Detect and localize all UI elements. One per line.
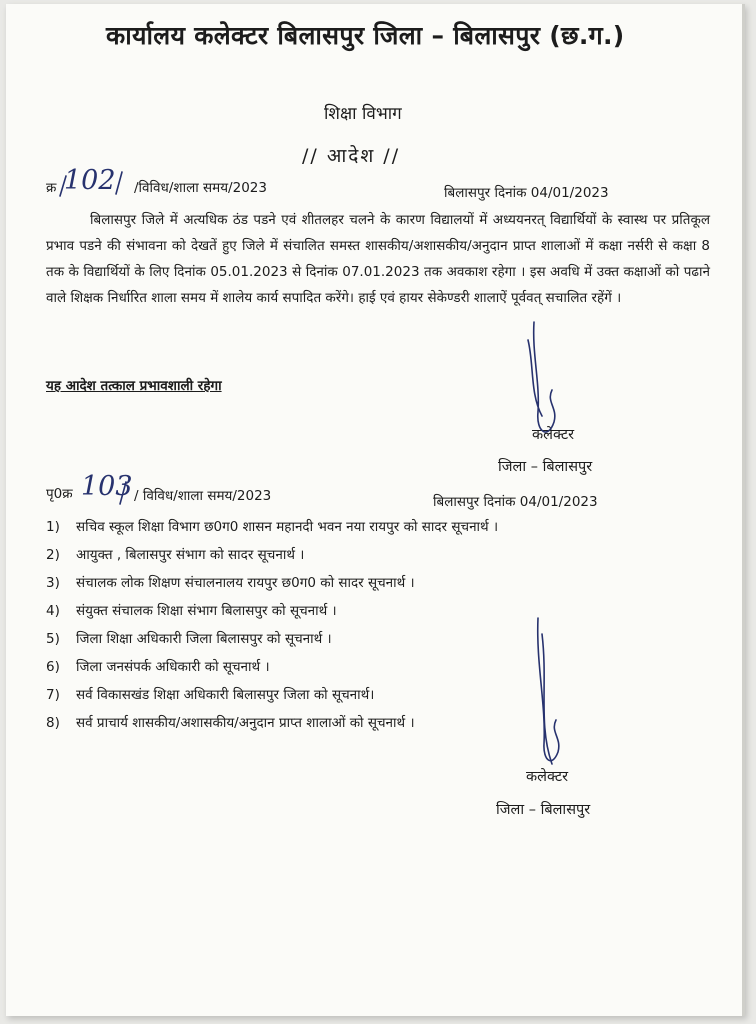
endorsement-number-handwritten: 103 [81,471,133,502]
signature-1-tail [528,340,542,416]
order-ref-suffix: /विविध/शाला समय/2023 [134,180,267,196]
signature-1-stroke [534,322,555,432]
order-body [46,207,710,311]
copy-list [46,516,498,740]
order-number-handwritten: 102 [64,165,116,196]
endorsement-ref-suffix: / विविध/शाला समय/2023 [134,488,272,504]
signature-2-tail [542,634,552,764]
endorsement-ref-prefix: पृ0क्र [46,486,73,502]
signature-1-designation: कलेक्टर [532,427,575,443]
signature-2-designation: कलेक्टर [526,769,569,785]
department-name: शिक्षा विभाग [324,104,402,124]
list-item: 6) जिला जनसंपर्क अधिकारी को सूचनार्थ । [46,659,270,675]
list-item: 3) संचालक लोक शिक्षण संचालनालय रायपुर छ0ग0 को सादर सूचनार्थ । [46,575,415,591]
order-ref-prefix: क्र [46,180,57,196]
office-title: कार्यालय कलेक्टर बिलासपुर जिला – बिलासपुर (छ.ग.) [106,21,625,50]
list-item: 2) आयुक्त , बिलासपुर संभाग को सादर सूचनार्थ । [46,547,305,563]
signature-1-district: जिला – बिलासपुर [498,459,593,475]
signature-2-stroke [538,618,559,761]
endorsement-date: बिलासपुर दिनांक 04/01/2023 [433,494,598,510]
document-page [6,4,745,1016]
order-ref-slash-2 [116,172,122,194]
order-heading: // आदेश // [302,145,401,167]
list-item: 1) सचिव स्कूल शिक्षा विभाग छ0ग0 शासन महानदी भवन नया रायपुर को सादर सूचनार्थ । [46,519,499,535]
signature-2-district: जिला – बिलासपुर [496,802,591,818]
list-item: 7) सर्व विकासखंड शिक्षा अधिकारी बिलासपुर जिला को सूचनार्थ। [46,687,375,703]
list-item: 8) सर्व प्राचार्य शासकीय/अशासकीय/अनुदान प्राप्त शालाओं को सूचनार्थ । [46,715,415,731]
effective-note: यह आदेश तत्काल प्रभावशाली रहेगा [46,378,222,394]
order-date: बिलासपुर दिनांक 04/01/2023 [444,185,609,201]
list-item: 4) संयुक्त संचालक शिक्षा संभाग बिलासपुर को सूचनार्थ । [46,603,337,619]
list-item: 5) जिला शिक्षा अधिकारी जिला बिलासपुर को सूचनार्थ । [46,631,332,647]
order-body-text: बिलासपुर जिले में अत्यधिक ठंड पडने एवं शीतलहर चलने के कारण विद्यालयों में अध्ययनरत् विद्यार्थियों के स्वास्थ पर प्रतिकूल प्रभाव पडने की संभावना को देखतें हुए जिले में संचालित समस्त शासकीय/अशासकीय/अनुदान प्राप्त शालाओं में कक्षा नर्सरी से कक्षा 8 तक के विद्यार्थियों के लिए दिनांक 05.01.2023 से दिनांक 07.01.2023 तक अवकाश रहेगा । इस अवधि में उक्त कक्षाओं को पढाने वाले शिक्षक निर्धारित शाला समय में शालेय कार्य सपादित करेंगे। हाई एवं हायर सेकेण्डरी शालाऐं पूर्ववत् सचालित रहेंगें । [46,212,710,306]
